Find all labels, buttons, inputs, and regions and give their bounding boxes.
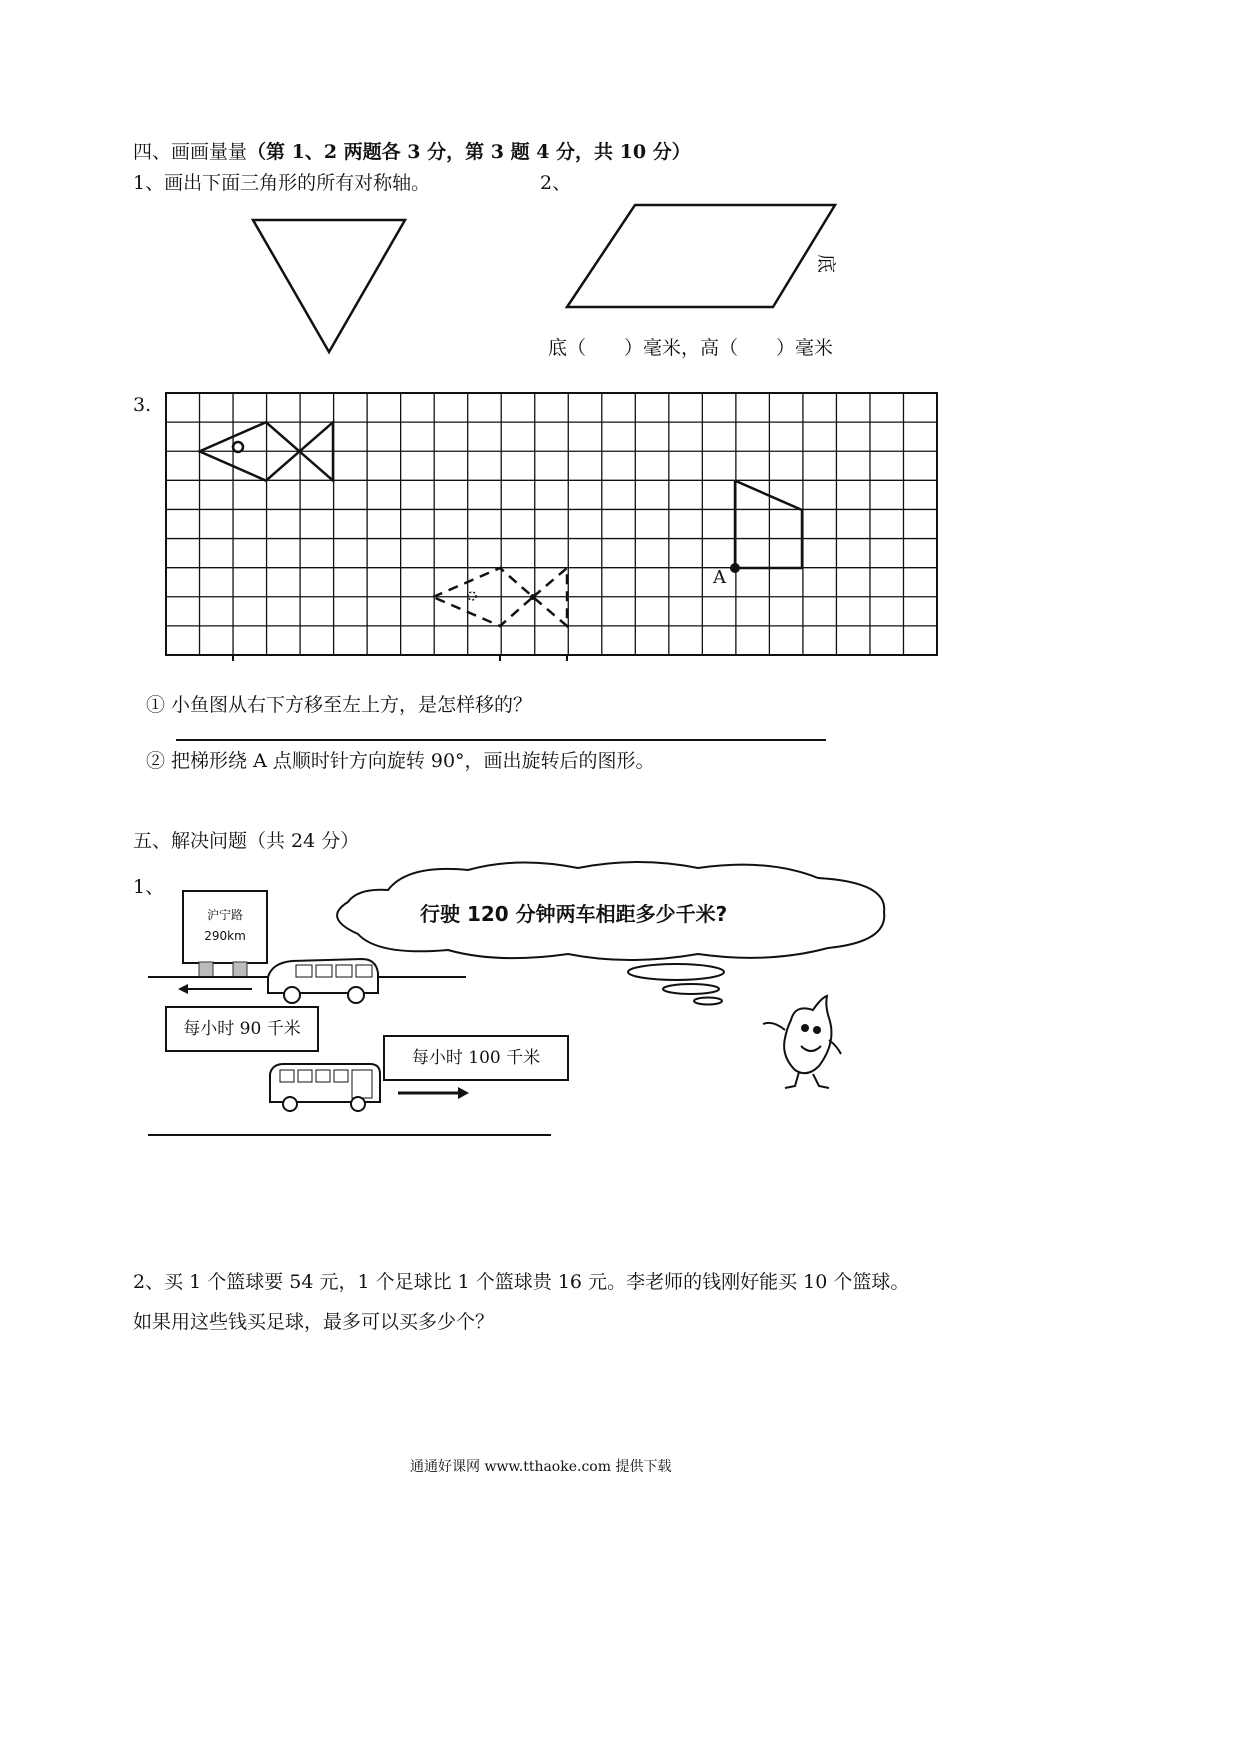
bus-icon bbox=[266, 1060, 384, 1114]
inverted-triangle bbox=[250, 218, 410, 356]
parallelogram bbox=[565, 203, 840, 311]
sub-question-1: ① 小鱼图从右下方移至左上方，是怎样移的？ bbox=[146, 694, 533, 716]
road-sign-distance: 290km bbox=[204, 929, 246, 943]
problem-1-number: 1、 bbox=[133, 876, 165, 898]
section4-title-score: （第 1、2 两题各 3 分，第 3 题 4 分，共 10 分） bbox=[247, 141, 691, 163]
point-a-dot bbox=[730, 563, 740, 573]
bottom-road-line bbox=[148, 1134, 551, 1136]
fish-joint-dot bbox=[530, 594, 536, 600]
footer-text: 通通好课网 www.tthaoke.com 提供下载 bbox=[410, 1459, 672, 1475]
section4-title-plain: 四、画画量量 bbox=[133, 141, 248, 163]
sub-question-2: ② 把梯形绕 A 点顺时针方向旋转 90°，画出旋转后的图形。 bbox=[146, 750, 655, 772]
section5-title: 五、解决问题（共 24 分） bbox=[133, 830, 360, 852]
problem-2-line-2: 如果用这些钱买足球，最多可以买多少个？ bbox=[133, 1311, 495, 1333]
fish-eye-dashed bbox=[468, 592, 476, 600]
point-a-label: A bbox=[713, 567, 726, 588]
right-arrow-icon bbox=[398, 1086, 470, 1100]
measure-answer-line: 底（ ）毫米，高（ ）毫米 bbox=[548, 337, 834, 359]
road-sign bbox=[182, 890, 268, 964]
square-grid bbox=[166, 393, 938, 656]
cartoon-mascot-icon bbox=[755, 990, 845, 1094]
cloud-question: 行驶 120 分钟两车相距多少千米? bbox=[420, 902, 728, 926]
base-side-label: 底 bbox=[815, 253, 838, 274]
trapezoid-figure bbox=[735, 481, 802, 568]
speed-box-left: 每小时 90 千米 bbox=[165, 1006, 319, 1052]
problem-2-line-1: 2、买 1 个篮球要 54 元，1 个足球比 1 个篮球贵 16 元。李老师的钱刚好能买 10 个篮球。 bbox=[133, 1271, 910, 1293]
question-1-text: 1、画出下面三角形的所有对称轴。 bbox=[133, 172, 431, 194]
road-sign-name: 沪宁路 bbox=[206, 908, 243, 922]
question-3-number: 3. bbox=[133, 394, 152, 416]
thought-bubbles bbox=[626, 962, 736, 1007]
left-arrow-icon bbox=[178, 982, 253, 996]
answer-line bbox=[176, 739, 826, 741]
question-2-number: 2、 bbox=[540, 172, 572, 194]
section4-title bbox=[133, 137, 691, 164]
speed-box-right: 每小时 100 千米 bbox=[383, 1035, 569, 1081]
